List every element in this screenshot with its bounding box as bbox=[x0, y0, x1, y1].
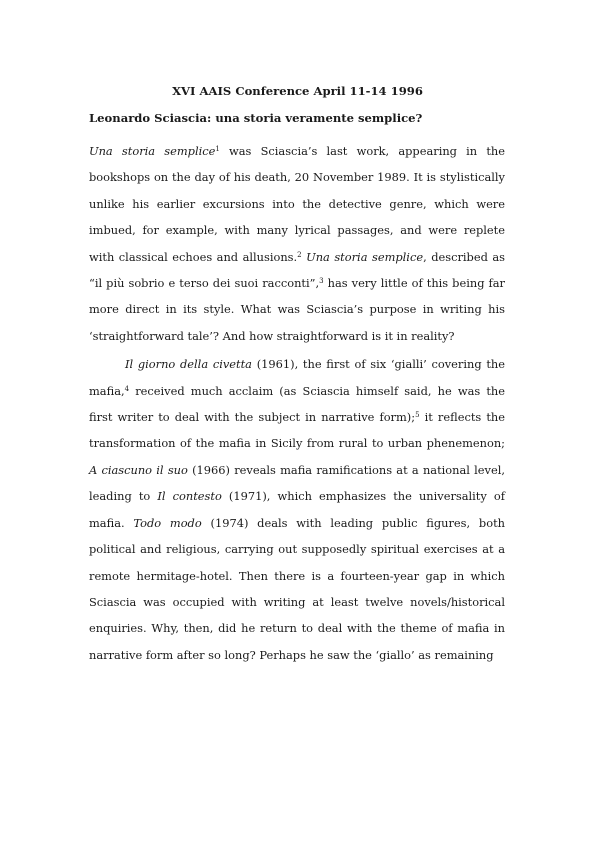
footnote-ref-1: 1 bbox=[215, 145, 220, 153]
text-run: has very little of this being far more direct in its style. What was Sciascia’s purpose in writing his ‘straightforward tale’? And how straightforward is it in reality? bbox=[89, 276, 505, 343]
text-run: Todo modo bbox=[133, 515, 202, 530]
text-run: (1966) reveals mafia ramifications at a national level, leading to bbox=[89, 462, 505, 504]
text-run: Il giorno della civetta bbox=[125, 357, 252, 372]
text-run: Una storia semplice bbox=[89, 144, 216, 158]
text-run: it reflects the transformation of the mafia in Sicily from rural to urban phenemenon; bbox=[89, 410, 505, 451]
text-run: (1974) deals with leading public figures, both political and religious, carrying out supposedly spiritual exercises at a remote hermitage-hotel. Then there is a fourteen-year gap in which Sciascia was occupied with writing at least twelve novels/historical enquiries. Why, then, did he return to deal with the theme of mafia in narrative form after so long? Perhaps he saw the ‘giallo’ as remaining bbox=[89, 515, 505, 662]
footnote-ref-5: 5 bbox=[415, 411, 420, 420]
page-title: XVI AAIS Conference April 11-14 1996 bbox=[172, 84, 423, 98]
text-run: (1961), the first of six ‘gialli’ covering the mafia, bbox=[89, 357, 505, 398]
footnote-ref-3: 3 bbox=[319, 277, 324, 286]
paragraph-1 bbox=[89, 138, 505, 349]
text-run: was Sciascia’s last work, appearing in the bookshops on the day of his death, 20 November 1989. It is stylistically unlike his earlier excursions into the detective genre, which were imbued, for example, with many lyrical passages, and were replete with classical echoes and allusions. bbox=[89, 144, 505, 264]
text-run: , described as “il più sobrio e terso dei suoi racconti”, bbox=[89, 249, 505, 291]
text-run: received much acclaim (as Sciascia himself said, he was the first writer to deal with the subject in narrative form); bbox=[89, 383, 505, 425]
footnote-ref-4: 4 bbox=[124, 384, 130, 393]
text-run: (1971), which emphasizes the universality of mafia. bbox=[89, 489, 505, 530]
paragraph-2 bbox=[89, 351, 505, 668]
footnote-ref-2: 2 bbox=[297, 250, 302, 259]
paper-subtitle: Leonardo Sciascia: una storia veramente semplice? bbox=[89, 111, 423, 125]
text-run: A ciascuno il suo bbox=[89, 462, 188, 477]
body-text bbox=[89, 138, 505, 668]
text-run: Il contesto bbox=[157, 489, 222, 504]
text-run: Una storia semplice bbox=[306, 249, 424, 264]
